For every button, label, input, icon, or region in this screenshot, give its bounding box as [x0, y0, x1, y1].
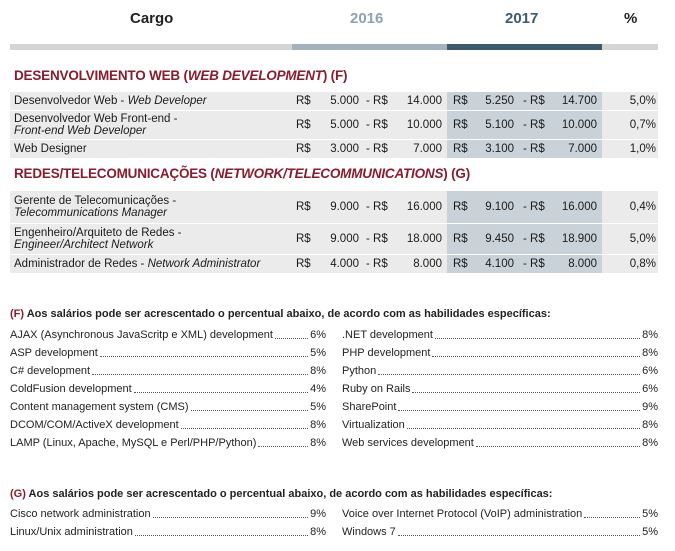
salary-2017: R$ 5.250 - R$ 14.700	[453, 95, 597, 107]
skill-item: ColdFusion development 4%	[10, 383, 326, 395]
section-title-network: REDES/TELECOMUNICAÇÕES (NETWORK/TELECOMMUNICATIONS) (G)	[14, 166, 471, 181]
header-percent: %	[624, 10, 638, 27]
salary-2016: R$ 4.000 - R$ 8.000	[296, 258, 442, 270]
salary-2016: R$ 9.000 - R$ 18.000	[296, 233, 442, 245]
salary-2017: R$ 5.100 - R$ 10.000	[453, 119, 597, 131]
table-row	[10, 224, 658, 254]
header-bar-2017	[447, 44, 602, 50]
skill-item: Linux/Unix administration 8%	[10, 526, 326, 538]
skill-item: C# development 8%	[10, 365, 326, 377]
skill-item: Windows 7 5%	[342, 526, 658, 538]
skill-item: Ruby on Rails 6%	[342, 383, 658, 395]
skill-item: Voice over Internet Protocol (VoIP) administration 5%	[342, 508, 658, 520]
row-cargo: Engenheiro/Arquiteto de Redes - Engineer/Architect Network	[14, 227, 182, 251]
percent-change: 0,8%	[629, 258, 656, 270]
note-g: (G) Aos salários pode ser acrescentado o percentual abaixo, de acordo com as habilidades específicas:	[10, 488, 553, 500]
percent-change: 0,7%	[629, 119, 656, 131]
salary-2017: R$ 9.450 - R$ 18.900	[453, 233, 597, 245]
table-row	[10, 140, 658, 158]
skill-item: Cisco network administration 9%	[10, 508, 326, 520]
table-row	[10, 111, 658, 139]
header-2017: 2017	[505, 10, 539, 27]
skill-item: ASP development 5%	[10, 347, 326, 359]
table-row	[10, 255, 658, 273]
percent-change: 5,0%	[629, 95, 656, 107]
row-cargo: Gerente de Telecomunicações - Telecommunications Manager	[14, 195, 177, 219]
row-cargo: Desenvolvedor Web Front-end - Front-end Web Developer	[14, 113, 178, 137]
row-cargo: Web Designer	[14, 143, 87, 155]
section-title-web-development: DESENVOLVIMENTO WEB (WEB DEVELOPMENT) (F)	[14, 68, 348, 83]
skill-item: DCOM/COM/ActiveX development 8%	[10, 419, 326, 431]
skill-item: Web services development 8%	[342, 437, 658, 449]
skill-item: SharePoint 9%	[342, 401, 658, 413]
note-f: (F) Aos salários pode ser acrescentado o percentual abaixo, de acordo com as habilidades específicas:	[10, 308, 551, 320]
skill-item: Python 6%	[342, 365, 658, 377]
salary-2016: R$ 3.000 - R$ 7.000	[296, 143, 442, 155]
salary-2016: R$ 5.000 - R$ 14.000	[296, 95, 442, 107]
salary-2017: R$ 3.100 - R$ 7.000	[453, 143, 597, 155]
skill-item: PHP development 8%	[342, 347, 658, 359]
header-bar-2016	[292, 44, 447, 50]
salary-2016: R$ 5.000 - R$ 10.000	[296, 119, 442, 131]
row-cargo: Administrador de Redes - Network Administrator	[14, 258, 261, 270]
header-bar-cargo	[10, 44, 292, 50]
skill-item: Virtualization 8%	[342, 419, 658, 431]
skill-item: LAMP (Linux, Apache, MySQL e Perl/PHP/Python) 8%	[10, 437, 326, 449]
header-cargo: Cargo	[130, 10, 174, 27]
skill-item: AJAX (Asynchronous JavaScritp e XML) development 6%	[10, 329, 326, 341]
percent-change: 5,0%	[629, 233, 656, 245]
percent-change: 1,0%	[629, 143, 656, 155]
skill-item: Content management system (CMS) 5%	[10, 401, 326, 413]
salary-2016: R$ 9.000 - R$ 16.000	[296, 201, 442, 213]
row-cargo: Desenvolvedor Web - Web Developer	[14, 95, 207, 107]
salary-2017: R$ 4.100 - R$ 8.000	[453, 258, 597, 270]
header-2016: 2016	[350, 10, 384, 27]
table-header	[0, 0, 675, 52]
skill-item: .NET development 8%	[342, 329, 658, 341]
table-row	[10, 92, 658, 110]
header-bar-percent	[602, 44, 658, 50]
percent-change: 0,4%	[629, 201, 656, 213]
table-row	[10, 191, 658, 223]
salary-2017: R$ 9.100 - R$ 16.000	[453, 201, 597, 213]
